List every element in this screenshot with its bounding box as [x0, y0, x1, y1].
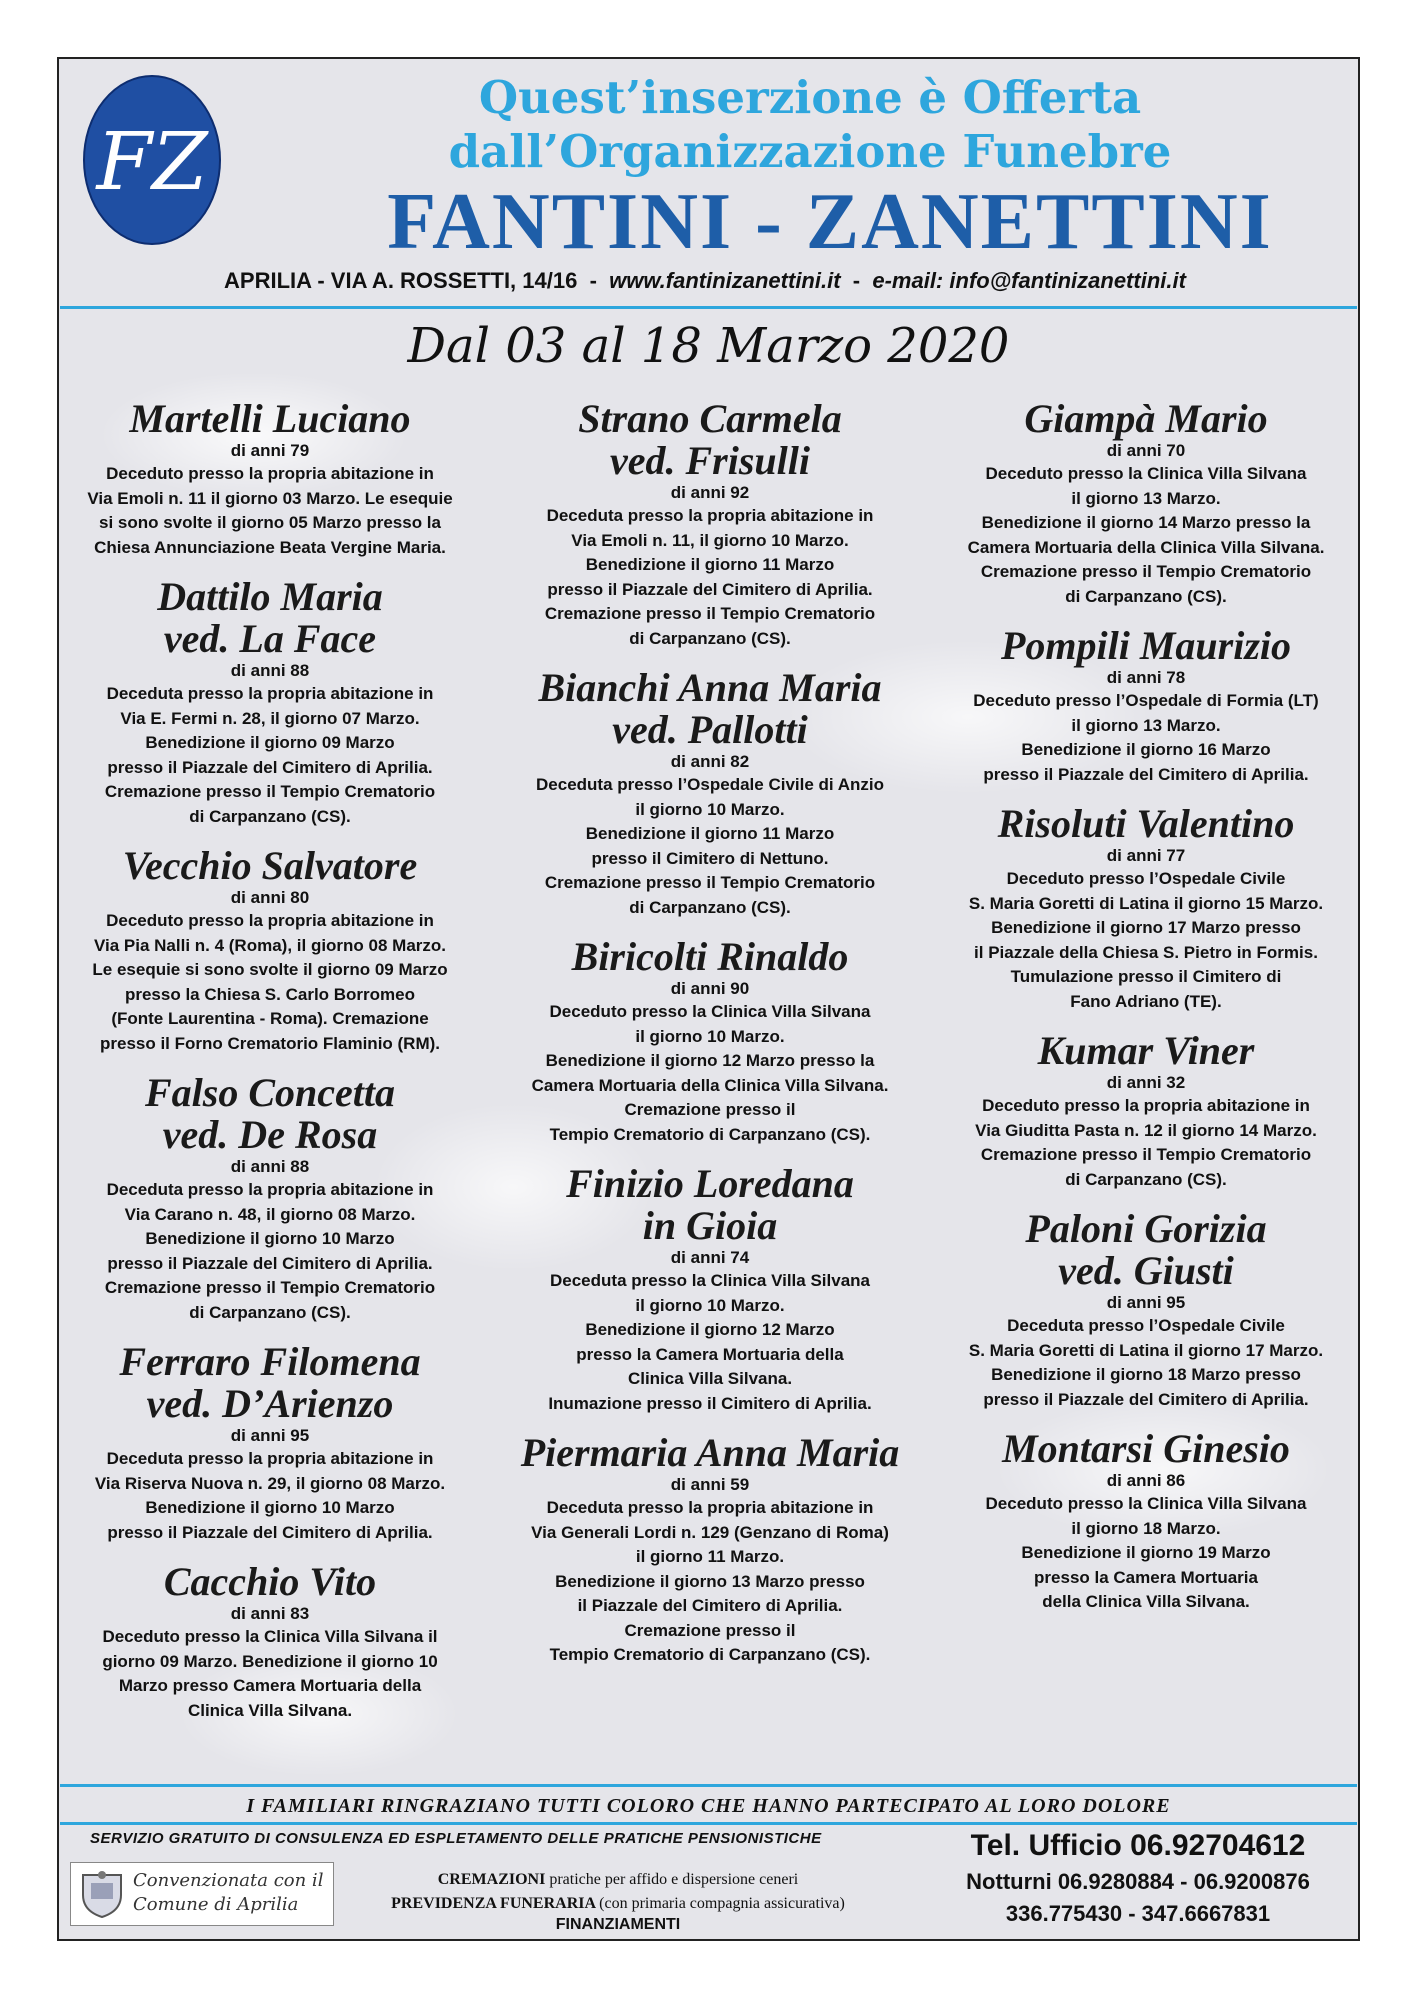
header-line-2: dall’Organizzazione Funebre	[448, 125, 1172, 178]
obituary-column-2	[502, 398, 918, 1684]
deceased-name: in Gioia	[642, 1203, 778, 1248]
obituary-entry	[938, 803, 1354, 1014]
obituary-entry	[938, 1428, 1354, 1615]
cremation-info	[338, 1868, 898, 1916]
deceased-age: di anni 88	[230, 1157, 310, 1176]
deceased-age: di anni 90	[670, 979, 750, 998]
obituary-entry	[502, 1432, 918, 1668]
deceased-age: di anni 59	[670, 1475, 750, 1494]
deceased-age: di anni 88	[230, 661, 310, 680]
obituary-details: Deceduto presso la Clinica Villa Silvana il giorno 13 Marzo. Benedizione il giorno 14 Marzo presso la Camera Mortuaria della Clinica Villa Silvana. Cremazione presso il Tempio Crematorio di Carpanzano (CS).	[967, 464, 1325, 606]
deceased-age: di anni 95	[230, 1426, 310, 1445]
deceased-name: Kumar Viner	[1037, 1028, 1255, 1073]
thanks-message: I FAMILIARI RINGRAZIANO TUTTI COLORO CHE HANNO PARTECIPATO AL LORO DOLORE	[246, 1795, 1171, 1817]
website-link[interactable]: www.fantinizanettini.it	[609, 268, 841, 293]
deceased-age: di anni 79	[230, 441, 310, 460]
deceased-name: Martelli Luciano	[129, 396, 411, 441]
deceased-name: Strano Carmela	[578, 396, 842, 441]
period-title: Dal 03 al 18 Marzo 2020	[407, 318, 1010, 374]
obituary-entry	[62, 398, 478, 560]
deceased-age: di anni 86	[1106, 1471, 1186, 1490]
deceased-name: Dattilo Maria	[157, 574, 383, 619]
obituary-column-1	[62, 398, 478, 1739]
deceased-name: Montarsi Ginesio	[1002, 1426, 1290, 1471]
obituary-details: Deceduto presso la propria abitazione in Via Emoli n. 11 il giorno 03 Marzo. Le esequie si sono svolte il giorno 05 Marzo presso la Chiesa Annunciazione Beata Vergine Maria.	[87, 464, 453, 557]
obituary-details: Deceduto presso la Clinica Villa Silvana il giorno 10 Marzo. Benedizione il giorno 12 Marzo presso la Camera Mortuaria della Clinica Villa Silvana. Cremazione presso il Tempio Crematorio di Carpanzano (CS).	[531, 1002, 889, 1144]
obituary-entry	[62, 1341, 478, 1545]
obituary-entry	[502, 667, 918, 920]
obituary-details: Deceduto presso la Clinica Villa Silvana il giorno 09 Marzo. Benedizione il giorno 10 Marzo presso Camera Mortuaria della Clinica Villa Silvana.	[102, 1627, 438, 1720]
obituary-entry	[938, 1030, 1354, 1192]
obituary-details: Deceduta presso la Clinica Villa Silvana il giorno 10 Marzo. Benedizione il giorno 12 Marzo presso la Camera Mortuaria della Clinica Villa Silvana. Inumazione presso il Cimitero di Aprilia.	[548, 1271, 872, 1413]
obituary-entry	[62, 576, 478, 829]
obituary-details: Deceduto presso la Clinica Villa Silvana il giorno 18 Marzo. Benedizione il giorno 19 Marzo presso la Camera Mortuaria della Clinica Villa Silvana.	[985, 1494, 1307, 1611]
seal-line-2: Comune di Aprilia	[133, 1894, 299, 1915]
deceased-age: di anni 70	[1106, 441, 1186, 460]
mobile-phones[interactable]: 336.775430 - 347.6667831	[1005, 1901, 1271, 1926]
deceased-name: Falso Concetta	[144, 1070, 396, 1115]
deceased-age: di anni 80	[230, 888, 310, 907]
deceased-name: ved. De Rosa	[162, 1112, 378, 1157]
deceased-name: Cacchio Vito	[163, 1559, 377, 1604]
deceased-name: Paloni Gorizia	[1025, 1206, 1267, 1251]
obituary-entry	[502, 1163, 918, 1416]
cremation-text: pratiche per affido e dispersione ceneri	[549, 1871, 799, 1888]
services-line: SERVIZIO GRATUITO DI CONSULENZA ED ESPLETAMENTO DELLE PRATICHE PENSIONISTICHE	[90, 1830, 822, 1847]
obituary-details: Deceduto presso l’Ospedale Civile S. Maria Goretti di Latina il giorno 15 Marzo. Benedizione il giorno 17 Marzo presso il Piazzale della Chiesa S. Pietro in Formis. Tumulazione presso il Cimitero di Fano Adriano (TE).	[968, 869, 1324, 1011]
email-link[interactable]: info@fantinizanettini.it	[949, 268, 1186, 293]
deceased-age: di anni 92	[670, 483, 750, 502]
email-label: e-mail:	[872, 268, 944, 293]
deceased-age: di anni 32	[1106, 1073, 1186, 1092]
phone-block	[918, 1826, 1358, 1930]
previdenza-label: PREVIDENZA FUNERARIA	[391, 1895, 596, 1912]
previdenza-text: (con primaria compagnia assicurativa)	[599, 1895, 845, 1912]
financing-label: FINANZIAMENTI	[555, 1916, 681, 1933]
brand-name: FANTINI - ZANETTINI	[387, 178, 1273, 266]
footer-divider-top	[60, 1784, 1357, 1787]
deceased-age: di anni 95	[1106, 1293, 1186, 1312]
deceased-name: ved. La Face	[163, 616, 377, 661]
deceased-name: ved. Pallotti	[612, 707, 808, 752]
obituary-details: Deceduto presso la propria abitazione in Via Giuditta Pasta n. 12 il giorno 14 Marzo. Cremazione presso il Tempio Crematorio di Carpanzano (CS).	[975, 1096, 1317, 1189]
contact-line: APRILIA - VIA A. ROSSETTI, 14/16 - www.fantinizanettini.it - e-mail: info@fantinizanettini.it	[224, 268, 1186, 293]
municipality-seal	[70, 1862, 334, 1926]
deceased-name: ved. Frisulli	[609, 438, 811, 483]
coat-of-arms-icon	[79, 1869, 125, 1919]
deceased-name: Biricolti Rinaldo	[571, 934, 849, 979]
obituary-details: Deceduta presso la propria abitazione in Via Riserva Nuova n. 29, il giorno 08 Marzo. Benedizione il giorno 10 Marzo presso il Piazzale del Cimitero di Aprilia.	[94, 1449, 446, 1542]
obituary-details: Deceduto presso la propria abitazione in Via Pia Nalli n. 4 (Roma), il giorno 08 Marzo. Le esequie si sono svolte il giorno 09 Marzo presso la Chiesa S. Carlo Borromeo (Fonte Laurentina - Roma). Cremazione presso il Forno Crematorio Flaminio (RM).	[92, 911, 448, 1053]
obituary-entry	[938, 398, 1354, 609]
obituary-details: Deceduta presso l’Ospedale Civile di Anzio il giorno 10 Marzo. Benedizione il giorno 11 Marzo presso il Cimitero di Nettuno. Cremazione presso il Tempio Crematorio di Carpanzano (CS).	[536, 775, 884, 917]
deceased-name: Ferraro Filomena	[119, 1339, 421, 1384]
obituary-column-3	[938, 398, 1354, 1631]
night-phones[interactable]: Notturni 06.9280884 - 06.9200876	[966, 1869, 1310, 1894]
deceased-name: Giampà Mario	[1024, 396, 1268, 441]
deceased-age: di anni 78	[1106, 668, 1186, 687]
cremation-label: CREMAZIONI	[437, 1871, 546, 1888]
deceased-name: Finizio Loredana	[566, 1161, 854, 1206]
obituary-entry	[62, 1561, 478, 1723]
footer-divider-bottom	[60, 1822, 1357, 1825]
deceased-age: di anni 82	[670, 752, 750, 771]
obituary-entry	[938, 625, 1354, 787]
obituary-details: Deceduta presso la propria abitazione in Via Generali Lordi n. 129 (Genzano di Roma) il giorno 11 Marzo. Benedizione il giorno 13 Marzo presso il Piazzale del Cimitero di Aprilia. Cremazione presso il Tempio Crematorio di Carpanzano (CS).	[531, 1498, 889, 1664]
deceased-name: ved. Giusti	[1058, 1248, 1234, 1293]
logo-monogram: FZ	[96, 115, 208, 208]
obituary-entry	[62, 1072, 478, 1325]
obituary-details: Deceduta presso l’Ospedale Civile S. Maria Goretti di Latina il giorno 17 Marzo. Benedizione il giorno 18 Marzo presso presso il Piazzale del Cimitero di Aprilia.	[968, 1316, 1324, 1409]
obituary-entry	[502, 936, 918, 1147]
deceased-age: di anni 83	[230, 1604, 310, 1623]
deceased-age: di anni 74	[670, 1248, 750, 1267]
obituary-details: Deceduta presso la propria abitazione in Via Carano n. 48, il giorno 08 Marzo. Benedizione il giorno 10 Marzo presso il Piazzale del Cimitero di Aprilia. Cremazione presso il Tempio Crematorio di Carpanzano (CS).	[104, 1180, 436, 1322]
obituary-entry	[502, 398, 918, 651]
deceased-name: Piermaria Anna Maria	[520, 1430, 900, 1475]
deceased-age: di anni 77	[1106, 846, 1186, 865]
deceased-name: Pompili Maurizio	[1000, 623, 1292, 668]
deceased-name: Vecchio Salvatore	[122, 843, 418, 888]
deceased-name: Risoluti Valentino	[997, 801, 1295, 846]
obituary-entry	[938, 1208, 1354, 1412]
header-line-1: Quest’inserzione è Offerta	[478, 71, 1142, 124]
seal-line-1: Convenzionata con il	[133, 1870, 324, 1891]
deceased-name: ved. D’Arienzo	[146, 1381, 394, 1426]
deceased-name: Bianchi Anna Maria	[538, 665, 882, 710]
obituary-details: Deceduto presso l’Ospedale di Formia (LT) il giorno 13 Marzo. Benedizione il giorno 16 Marzo presso il Piazzale del Cimitero di Aprilia.	[973, 691, 1319, 784]
obituary-details: Deceduta presso la propria abitazione in Via Emoli n. 11, il giorno 10 Marzo. Benedizione il giorno 11 Marzo presso il Piazzale del Cimitero di Aprilia. Cremazione presso il Tempio Crematorio di Carpanzano (CS).	[544, 506, 876, 648]
office-phone[interactable]: Tel. Ufficio 06.92704612	[970, 1829, 1306, 1862]
header-divider	[60, 306, 1357, 309]
obituary-details: Deceduta presso la propria abitazione in Via E. Fermi n. 28, il giorno 07 Marzo. Benedizione il giorno 09 Marzo presso il Piazzale del Cimitero di Aprilia. Cremazione presso il Tempio Crematorio di Carpanzano (CS).	[104, 684, 436, 826]
fz-logo	[82, 74, 222, 246]
obituary-entry	[62, 845, 478, 1056]
address: APRILIA - VIA A. ROSSETTI, 14/16	[224, 268, 578, 293]
